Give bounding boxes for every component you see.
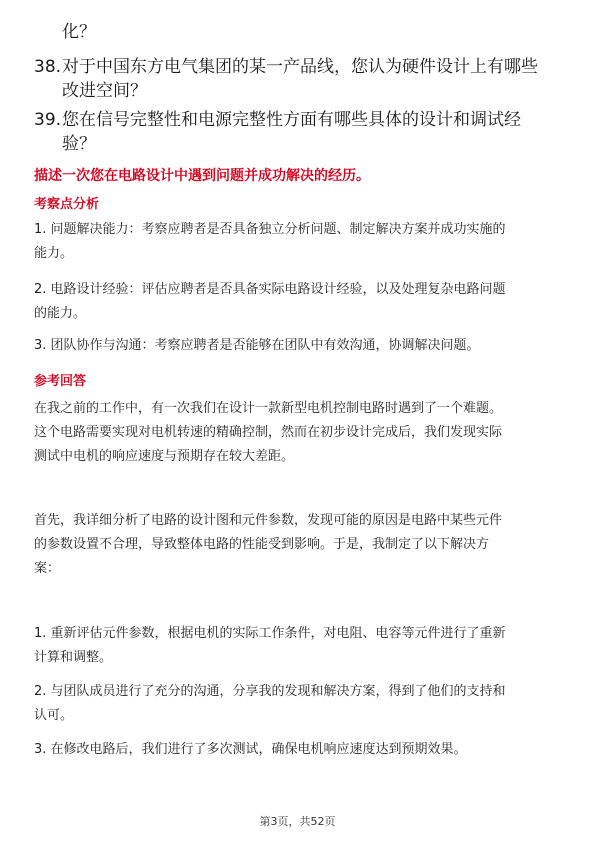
answer-item: 3. 在修改电路后，我们进行了多次测试，确保电机响应速度达到预期效果。	[34, 742, 467, 757]
analysis-heading: 考察点分析	[34, 197, 100, 212]
analysis-item: 2. 电路设计经验：评估应聘者是否具备实际电路设计经验，以及处理复杂电路问题 的能力。	[34, 282, 506, 321]
question-38-text: 对于中国东方电气集团的某一产品线，您认为硬件设计上有哪些 改进空间？	[62, 57, 538, 101]
answer-paragraph: 在我之前的工作中，有一次我们在设计一款新型电机控制电路时遇到了一个难题。 这个电路需要实现对电机转速的精确控制，然而在初步设计完成后，我们发现实际 测试中电机的响应速度与预期存在较大差距。	[34, 401, 503, 464]
question-39-text: 您在信号完整性和电源完整性方面有哪些具体的设计和调试经 验？	[62, 110, 521, 154]
answer-item: 2. 与团队成员进行了充分的沟通，分享我的发现和解决方案，得到了他们的支持和 认可。	[34, 684, 506, 723]
section-title: 描述一次您在电路设计中遇到问题并成功解决的经历。	[34, 168, 370, 184]
analysis-item: 1. 问题解决能力：考察应聘者是否具备独立分析问题、制定解决方案并成功实施的 能力。	[34, 222, 506, 261]
answer-item: 1. 重新评估元件参数，根据电机的实际工作条件，对电阻、电容等元件进行了重新 计算和调整。	[34, 626, 506, 665]
page-number: 第3页，共52页	[259, 815, 336, 828]
answer-heading: 参考回答	[34, 374, 87, 389]
question-38-number: 38.	[34, 57, 62, 77]
question-39-number: 39.	[34, 110, 62, 130]
answer-paragraph: 首先，我详细分析了电路的设计图和元件参数，发现可能的原因是电路中某些元件 的参数设置不合理，导致整体电路的性能受到影响。于是，我制定了以下解决方 案：	[34, 513, 503, 576]
question-37-continuation: 化？	[62, 22, 96, 42]
analysis-item: 3. 团队协作与沟通：考察应聘者是否能够在团队中有效沟通，协调解决问题。	[34, 338, 480, 353]
